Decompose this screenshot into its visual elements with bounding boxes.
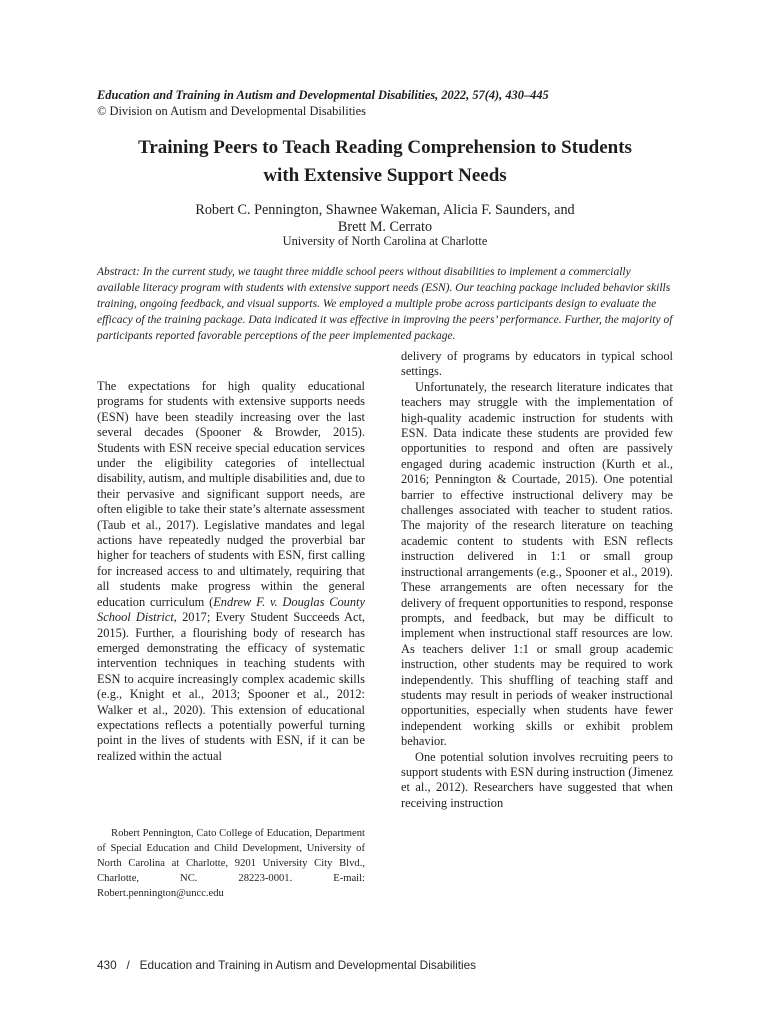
authors-line-2: Brett M. Cerrato: [337, 219, 433, 235]
title-line-1: Training Peers to Teach Reading Comprehension to Students: [138, 137, 632, 158]
footer-journal-name: Education and Training in Autism and Developmental Disabilities: [139, 958, 477, 972]
copyright-notice: © Division on Autism and Developmental Disabilities: [97, 104, 366, 118]
body-column-left: [97, 379, 365, 764]
page-number: 430: [97, 958, 117, 972]
title-line-2: with Extensive Support Needs: [263, 165, 507, 186]
body-text: The expectations for high quality educational programs for students with extensive supports needs (ESN) have been steadily increasing over the last several decades (Spooner & Browder, 2015). Students with ESN receive special education services under the eligibility categories of intellectual disability, autism, and multiple disabilities and, due to their pervasive and significant support needs, are often eligible to take their state’s alternate assessment (Taub et al., 2017). Legislative mandates and legal actions have repeatedly nudged the proverbial bar higher for teachers of students with ESN, first calling for increased access to and ultimately, requiring that all students make progress within the general education curriculum (: [97, 379, 365, 609]
authors-line-1: Robert C. Pennington, Shawnee Wakeman, Alicia F. Saunders, and: [195, 202, 575, 218]
body-paragraph: Unfortunately, the research literature indicates that teachers may struggle with the implementation of high-quality academic instruction for students with ESN. Data indicate these students are provided few opportunities to respond and often are passively engaged during academic instruction (Kurth et al., 2016; Pennington & Courtade, 2015). One potential barrier to effective instructional delivery may be challenges associated with teacher to student ratios. The majority of the research literature on teaching academic content to students with ESN reflects instruction delivered in 1:1 or small group instructional arrangements (e.g., Spooner et al., 2019). These arrangements are often necessary for the delivery of frequent opportunities to respond, response prompts, and feedback, but may be difficult to implement when instructional staff resources are low. As teachers deliver 1:1 or small group academic instruction, other students may be required to work independently. This shuffling of teaching staff and students may result in periods of weaker instructional opportunities, especially when students have fewer independent working skills or exhibit problem behavior.: [401, 379, 673, 749]
body-column-right: [401, 349, 673, 811]
page-footer: [97, 958, 697, 972]
body-paragraph: delivery of programs by educators in typical school settings.: [401, 349, 673, 379]
body-text: , 2017; Every Student Succeeds Act, 2015). Further, a flourishing body of research has emerged demonstrating the efficacy of systematic intervention techniques in teaching students with ESN to acquire increasingly complex academic skills (e.g., Knight et al., 2013; Spooner et al., 2012: Walker et al., 2020). This extension of educational expectations reflects a potentially powerful turning point in the lives of students with ESN, if it can be realized within the actual: [97, 610, 365, 763]
abstract-label: Abstract: [97, 266, 136, 278]
abstract: [97, 264, 673, 344]
author-footnote: [97, 826, 365, 901]
affiliation: University of North Carolina at Charlotte: [282, 234, 488, 248]
footnote-text: Robert Pennington, Cato College of Education, Department of Special Education and Child Development, University of North Carolina at Charlotte, 9201 University City Blvd., Charlotte, NC. 28223-0001. E-mail: Robert.pennington@uncc.edu: [97, 828, 365, 899]
abstract-text: : In the current study, we taught three middle school peers without disabilities to implement a commercially available literacy program with students with extensive support needs (ESN). Our teaching package included behavior skills training, ongoing feedback, and visual supports. We employed a multiple probe across participants design to evaluate the efficacy of the training package. Data indicated it was effective in improving the peers’ performance. Further, the majority of participants reported favorable perceptions of the peer implemented package.: [97, 266, 673, 342]
journal-citation: Education and Training in Autism and Developmental Disabilities, 2022, 57(4), 430–445: [97, 88, 549, 102]
footer-separator: /: [126, 958, 130, 972]
case-citation: Endrew F. v. Douglas County School District: [97, 594, 365, 625]
author-list: [60, 202, 710, 236]
article-title: [60, 134, 710, 190]
body-paragraph: One potential solution involves recruiting peers to support students with ESN during instruction (Jimenez et al., 2012). Researchers have suggested that when receiving instruction: [401, 749, 673, 810]
body-paragraph: [97, 379, 365, 764]
